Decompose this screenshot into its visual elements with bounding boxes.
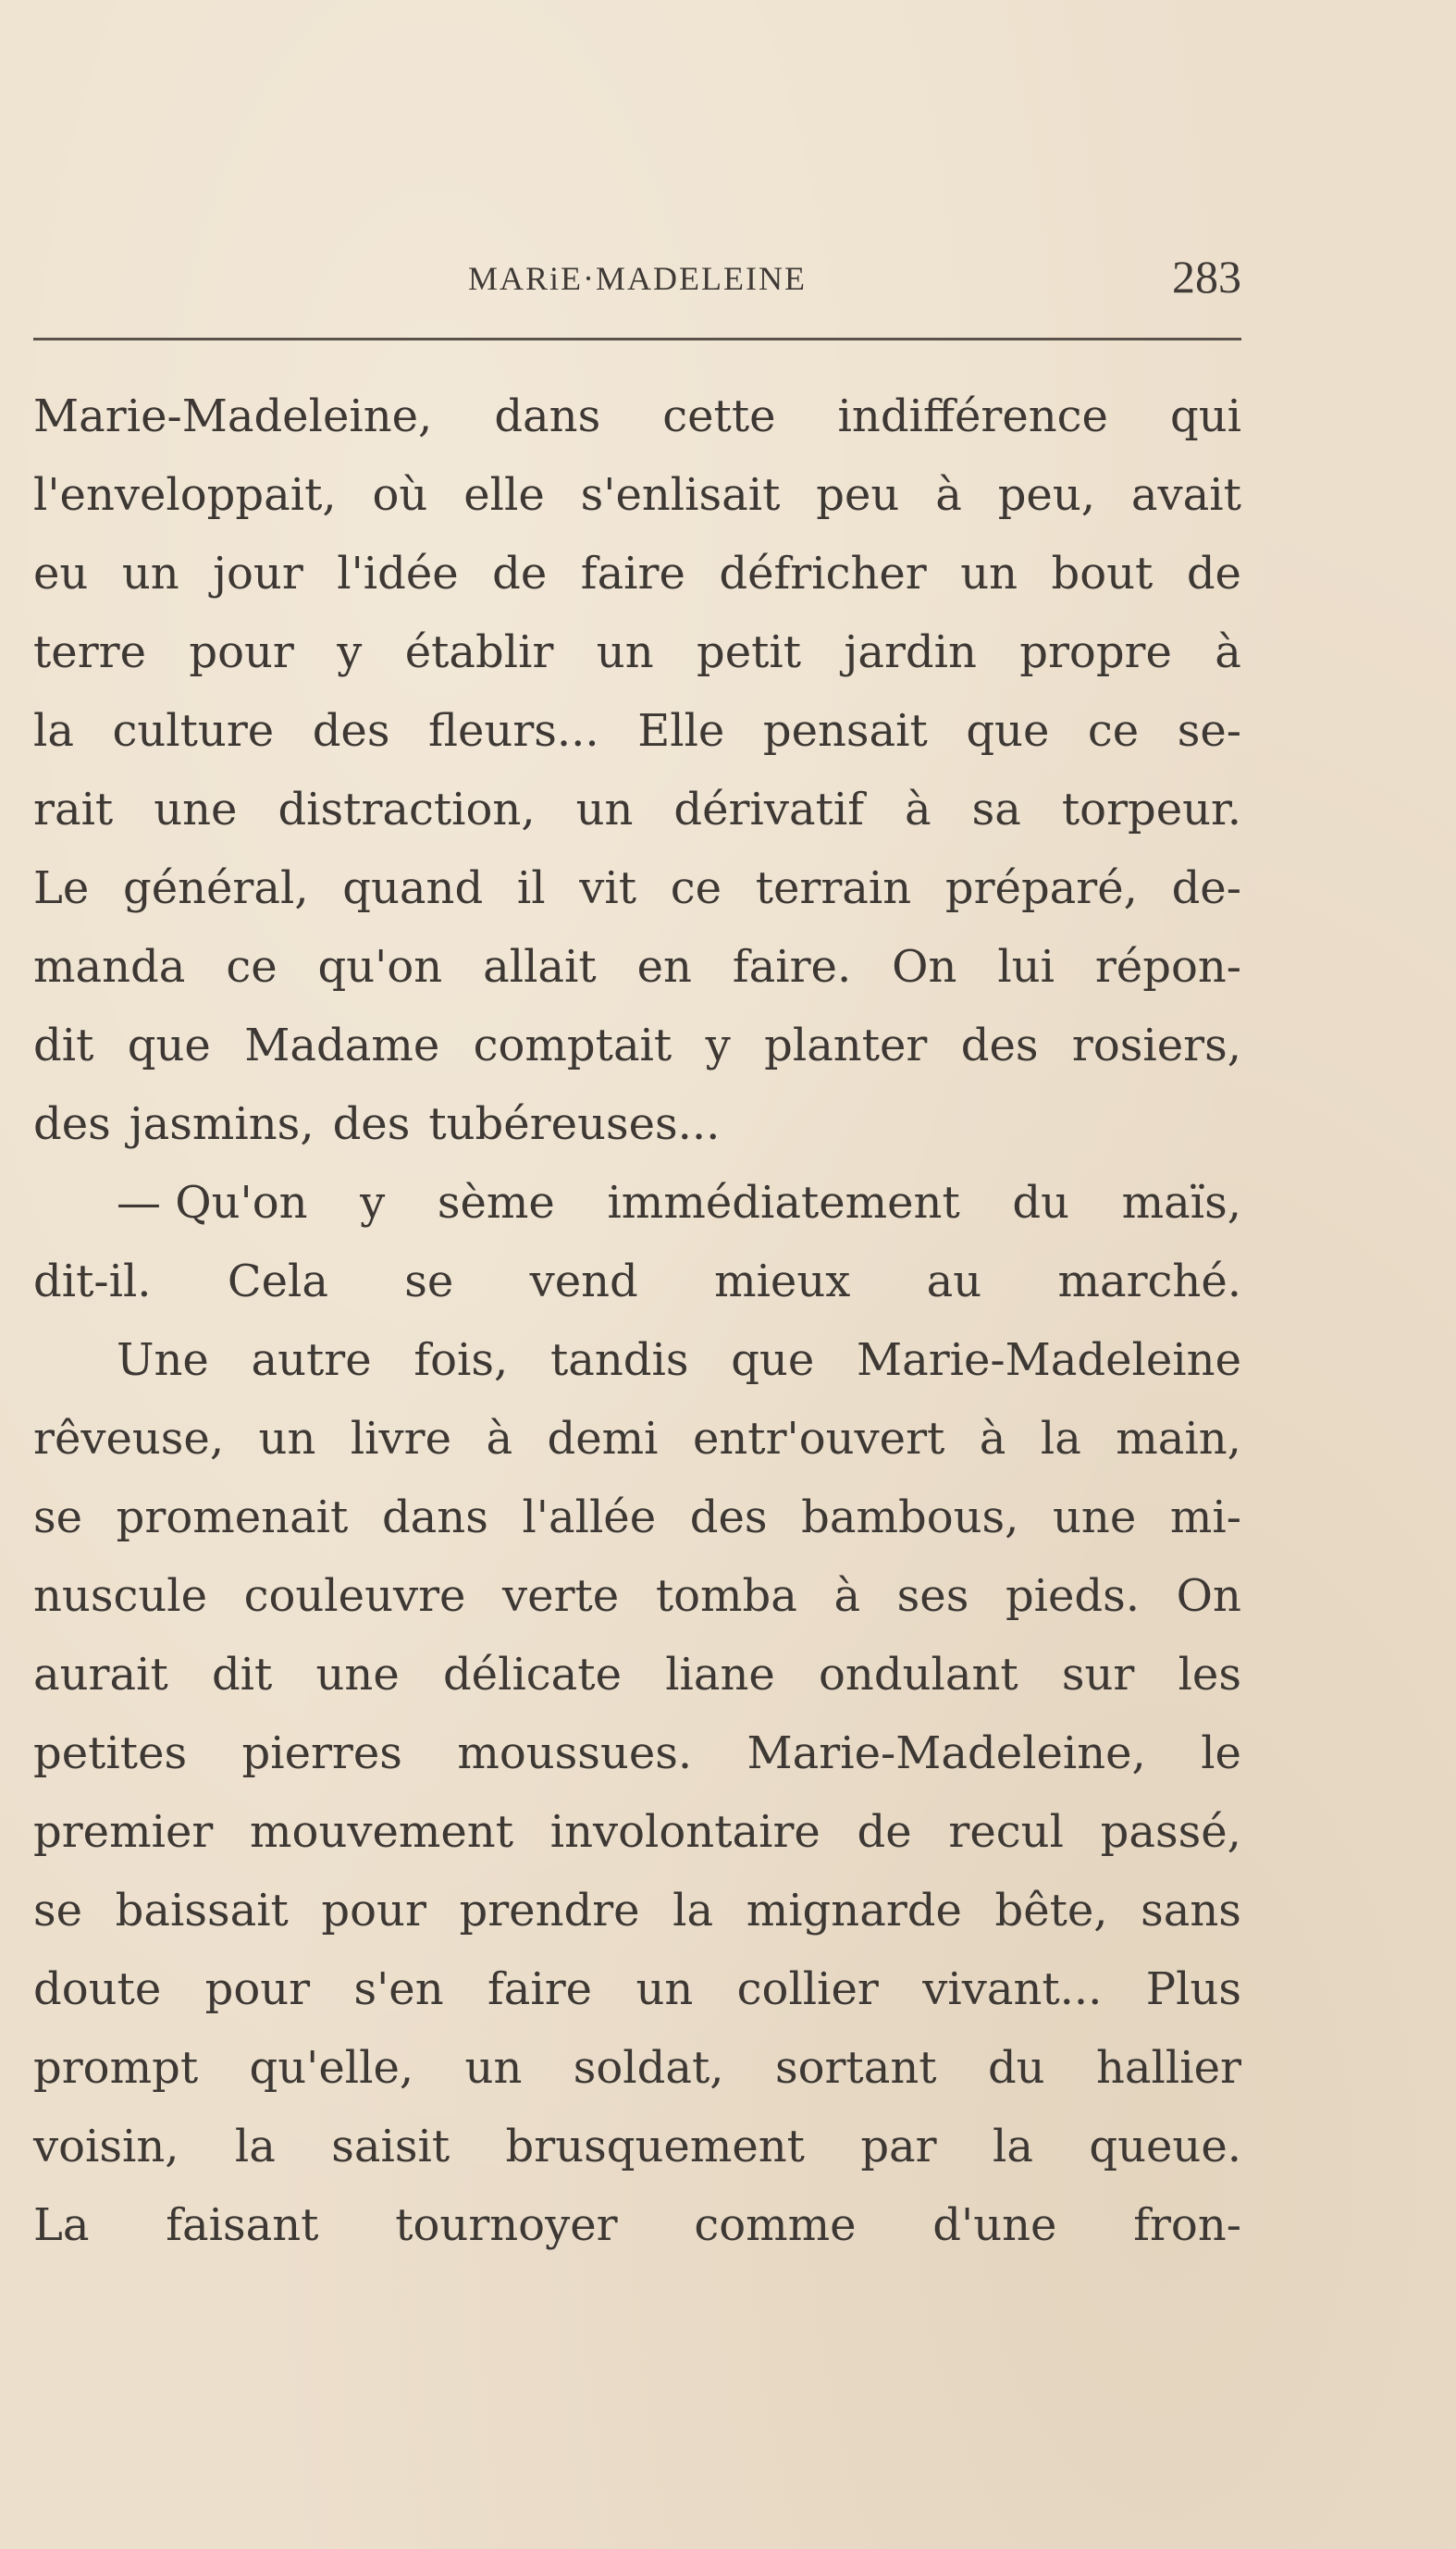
word: général, bbox=[122, 862, 309, 914]
word: mieux bbox=[714, 1256, 851, 1307]
word: à bbox=[1215, 626, 1241, 678]
word: en bbox=[636, 941, 692, 993]
word: du bbox=[987, 2042, 1045, 2094]
text-line bbox=[33, 1321, 1241, 1400]
word: qu'elle, bbox=[249, 2042, 414, 2094]
text-line bbox=[33, 535, 1241, 613]
word: fron- bbox=[1133, 2199, 1241, 2251]
word: prompt bbox=[33, 2042, 199, 2094]
word: propre bbox=[1019, 626, 1172, 678]
word: peu bbox=[816, 469, 900, 521]
word: elle bbox=[463, 469, 545, 521]
word: ondulant bbox=[819, 1649, 1018, 1701]
word: tubéreuses... bbox=[428, 1098, 721, 1150]
word: jardin bbox=[844, 626, 977, 678]
word: pierres bbox=[241, 1727, 402, 1779]
word: vit bbox=[579, 862, 637, 914]
word: s'en bbox=[353, 1963, 444, 2015]
word: moussues. bbox=[457, 1727, 693, 1779]
word: Le bbox=[33, 862, 90, 914]
word: les bbox=[1178, 1649, 1241, 1701]
word: des bbox=[332, 1098, 411, 1150]
word: défricher bbox=[719, 548, 927, 600]
word: un bbox=[258, 1413, 316, 1465]
word: établir bbox=[404, 626, 554, 678]
word: doute bbox=[33, 1963, 162, 2015]
word: couleuvre bbox=[243, 1570, 466, 1622]
word: d'une bbox=[932, 2199, 1057, 2251]
word: sème bbox=[437, 1177, 555, 1229]
word: planter bbox=[764, 1020, 928, 1071]
word: répon- bbox=[1094, 941, 1241, 993]
word: vivant... bbox=[922, 1963, 1103, 2015]
word: entr'ouvert bbox=[692, 1413, 945, 1465]
word: queue. bbox=[1089, 2121, 1241, 2172]
word: l'allée bbox=[522, 1491, 657, 1543]
word: On bbox=[1176, 1570, 1241, 1622]
word: de bbox=[857, 1806, 912, 1858]
word: terrain bbox=[755, 862, 912, 914]
text-line bbox=[33, 456, 1241, 535]
word: que bbox=[127, 1020, 211, 1071]
word: autre bbox=[251, 1334, 372, 1386]
word: bambous, bbox=[801, 1491, 1019, 1543]
text-line bbox=[33, 1085, 1241, 1164]
word: aurait bbox=[33, 1649, 168, 1701]
word: un bbox=[635, 1963, 694, 2015]
word: sans bbox=[1141, 1885, 1241, 1936]
word: où bbox=[372, 469, 428, 521]
word: la bbox=[672, 1885, 714, 1936]
word: saisit bbox=[331, 2121, 450, 2172]
word: manda bbox=[33, 941, 186, 993]
word: sortant bbox=[774, 2042, 937, 2094]
word: pieds. bbox=[1005, 1570, 1141, 1622]
running-title: MARiE·MADELEINE bbox=[468, 260, 807, 297]
word: allait bbox=[483, 941, 597, 993]
word: tournoyer bbox=[395, 2199, 618, 2251]
word: dans bbox=[494, 390, 601, 442]
word: Une bbox=[117, 1334, 209, 1386]
word: faire bbox=[487, 1963, 593, 2015]
word: y bbox=[337, 626, 363, 678]
word: la bbox=[1040, 1413, 1081, 1465]
word: demi bbox=[547, 1413, 659, 1465]
word: prendre bbox=[459, 1885, 640, 1936]
word: Madame bbox=[244, 1020, 440, 1071]
text-line bbox=[33, 377, 1241, 456]
word: immédiatement bbox=[607, 1177, 960, 1229]
word: quand bbox=[342, 862, 484, 914]
text-line bbox=[33, 2029, 1241, 2108]
word: ses bbox=[896, 1570, 969, 1622]
word: un bbox=[121, 548, 179, 600]
word: rêveuse, bbox=[33, 1413, 225, 1465]
word: fleurs... bbox=[427, 705, 599, 757]
word: à bbox=[833, 1570, 861, 1622]
word: passé, bbox=[1100, 1806, 1241, 1858]
word: premier bbox=[33, 1806, 214, 1858]
word: à bbox=[935, 469, 962, 521]
word: un bbox=[464, 2042, 523, 2094]
word: bête, bbox=[994, 1885, 1108, 1936]
word: Marie-Madeleine, bbox=[747, 1727, 1146, 1779]
header-rule bbox=[33, 338, 1241, 340]
word: délicate bbox=[442, 1649, 622, 1701]
word: faisant bbox=[166, 2199, 319, 2251]
word: ce bbox=[226, 941, 278, 993]
word: comme bbox=[694, 2199, 857, 2251]
word: dans bbox=[381, 1491, 488, 1543]
word: qui bbox=[1169, 390, 1241, 442]
word: avait bbox=[1130, 469, 1241, 521]
text-line bbox=[33, 2186, 1241, 2265]
word: sa bbox=[971, 784, 1021, 835]
word: soldat, bbox=[573, 2042, 724, 2094]
word: il bbox=[516, 862, 546, 914]
word: lui bbox=[997, 941, 1055, 993]
text-line bbox=[33, 1557, 1241, 1636]
word: des bbox=[960, 1020, 1039, 1071]
word: mi- bbox=[1169, 1491, 1241, 1543]
running-head bbox=[33, 250, 1241, 305]
word: recul bbox=[948, 1806, 1064, 1858]
word: verte bbox=[502, 1570, 620, 1622]
word: pour bbox=[204, 1963, 311, 2015]
word: se- bbox=[1177, 705, 1241, 757]
word: peu, bbox=[997, 469, 1096, 521]
text-line bbox=[33, 613, 1241, 692]
word: jour bbox=[213, 548, 303, 600]
word: promenait bbox=[116, 1491, 349, 1543]
word: pour bbox=[189, 626, 294, 678]
word: petites bbox=[33, 1727, 188, 1779]
word: que bbox=[966, 705, 1050, 757]
word: Cela bbox=[227, 1256, 328, 1307]
word: de- bbox=[1171, 862, 1241, 914]
text-line bbox=[33, 1400, 1241, 1479]
word: bout bbox=[1051, 548, 1154, 600]
word: On bbox=[892, 941, 957, 993]
word: à bbox=[979, 1413, 1006, 1465]
word: — Qu'on bbox=[117, 1177, 308, 1229]
text-line bbox=[33, 1872, 1241, 1950]
word: y bbox=[705, 1020, 731, 1071]
word: préparé, bbox=[944, 862, 1138, 914]
word: culture bbox=[112, 705, 275, 757]
word: faire bbox=[580, 548, 685, 600]
word: qu'on bbox=[317, 941, 443, 993]
word: maïs, bbox=[1121, 1177, 1241, 1229]
word: se bbox=[404, 1256, 454, 1307]
word: un bbox=[960, 548, 1018, 600]
word: au bbox=[926, 1256, 982, 1307]
word: liane bbox=[665, 1649, 775, 1701]
text-line bbox=[33, 1950, 1241, 2029]
word: jasmins, bbox=[129, 1098, 315, 1150]
word: comptait bbox=[473, 1020, 672, 1071]
word: des bbox=[312, 705, 390, 757]
text-line bbox=[33, 928, 1241, 1007]
text-line bbox=[33, 692, 1241, 771]
word: dérivatif bbox=[673, 784, 864, 835]
word: dit-il. bbox=[33, 1256, 152, 1307]
word: à bbox=[905, 784, 932, 835]
word: des bbox=[689, 1491, 768, 1543]
text-line bbox=[33, 1479, 1241, 1557]
text-line bbox=[33, 1636, 1241, 1714]
word: distraction, bbox=[278, 784, 536, 835]
word: à bbox=[486, 1413, 513, 1465]
word: de bbox=[1186, 548, 1241, 600]
text-line bbox=[33, 1714, 1241, 1793]
word: une bbox=[1053, 1491, 1137, 1543]
text-line bbox=[33, 2108, 1241, 2186]
word: par bbox=[860, 2121, 937, 2172]
word: une bbox=[154, 784, 238, 835]
word: petit bbox=[697, 626, 802, 678]
word: sur bbox=[1061, 1649, 1135, 1701]
word: eu bbox=[33, 548, 89, 600]
word: mouvement bbox=[250, 1806, 514, 1858]
word: pensait bbox=[762, 705, 928, 757]
word: pour bbox=[321, 1885, 426, 1936]
word: fois, bbox=[413, 1334, 509, 1386]
word: La bbox=[33, 2199, 90, 2251]
word: le bbox=[1201, 1727, 1241, 1779]
word: de bbox=[492, 548, 548, 600]
word: ce bbox=[670, 862, 722, 914]
word: marché. bbox=[1057, 1256, 1241, 1307]
word: se bbox=[33, 1491, 83, 1543]
word: une bbox=[315, 1649, 400, 1701]
text-line bbox=[33, 1164, 1241, 1243]
text-line bbox=[33, 849, 1241, 928]
word: voisin, bbox=[33, 2121, 179, 2172]
word: rosiers, bbox=[1071, 1020, 1241, 1071]
text-line bbox=[33, 1243, 1241, 1321]
word: un bbox=[575, 784, 634, 835]
word: brusquement bbox=[505, 2121, 805, 2172]
word: la bbox=[33, 705, 74, 757]
word: y bbox=[360, 1177, 386, 1229]
word: tandis bbox=[549, 1334, 689, 1386]
word: baissait bbox=[115, 1885, 289, 1936]
page-number: 283 bbox=[1172, 251, 1241, 303]
word: tomba bbox=[655, 1570, 797, 1622]
body-text bbox=[33, 377, 1241, 2265]
word: indifférence bbox=[837, 390, 1108, 442]
word: la bbox=[234, 2121, 276, 2172]
word: Marie-Madeleine bbox=[856, 1334, 1241, 1386]
word: vend bbox=[529, 1256, 638, 1307]
word: collier bbox=[736, 1963, 879, 2015]
text-line bbox=[33, 1007, 1241, 1085]
word: du bbox=[1012, 1177, 1070, 1229]
word: Elle bbox=[637, 705, 725, 757]
word: terre bbox=[33, 626, 146, 678]
word: rait bbox=[33, 784, 114, 835]
word: main, bbox=[1116, 1413, 1241, 1465]
word: cette bbox=[662, 390, 776, 442]
word: un bbox=[596, 626, 654, 678]
word: des bbox=[33, 1098, 111, 1150]
word: nuscule bbox=[33, 1570, 208, 1622]
word: l'idée bbox=[337, 548, 459, 600]
word: s'enlisait bbox=[580, 469, 781, 521]
word: hallier bbox=[1096, 2042, 1241, 2094]
word: Plus bbox=[1145, 1963, 1241, 2015]
word: l'enveloppait, bbox=[33, 469, 337, 521]
word: involontaire bbox=[549, 1806, 821, 1858]
word: faire. bbox=[732, 941, 852, 993]
text-line bbox=[33, 771, 1241, 849]
word: dit bbox=[33, 1020, 94, 1071]
word: la bbox=[993, 2121, 1033, 2172]
word: se bbox=[33, 1885, 83, 1936]
word: torpeur. bbox=[1061, 784, 1241, 835]
word: livre bbox=[350, 1413, 451, 1465]
word: dit bbox=[211, 1649, 273, 1701]
word: Marie-Madeleine, bbox=[33, 390, 433, 442]
word: mignarde bbox=[746, 1885, 962, 1936]
word: ce bbox=[1087, 705, 1140, 757]
text-line bbox=[33, 1793, 1241, 1872]
word: que bbox=[731, 1334, 815, 1386]
